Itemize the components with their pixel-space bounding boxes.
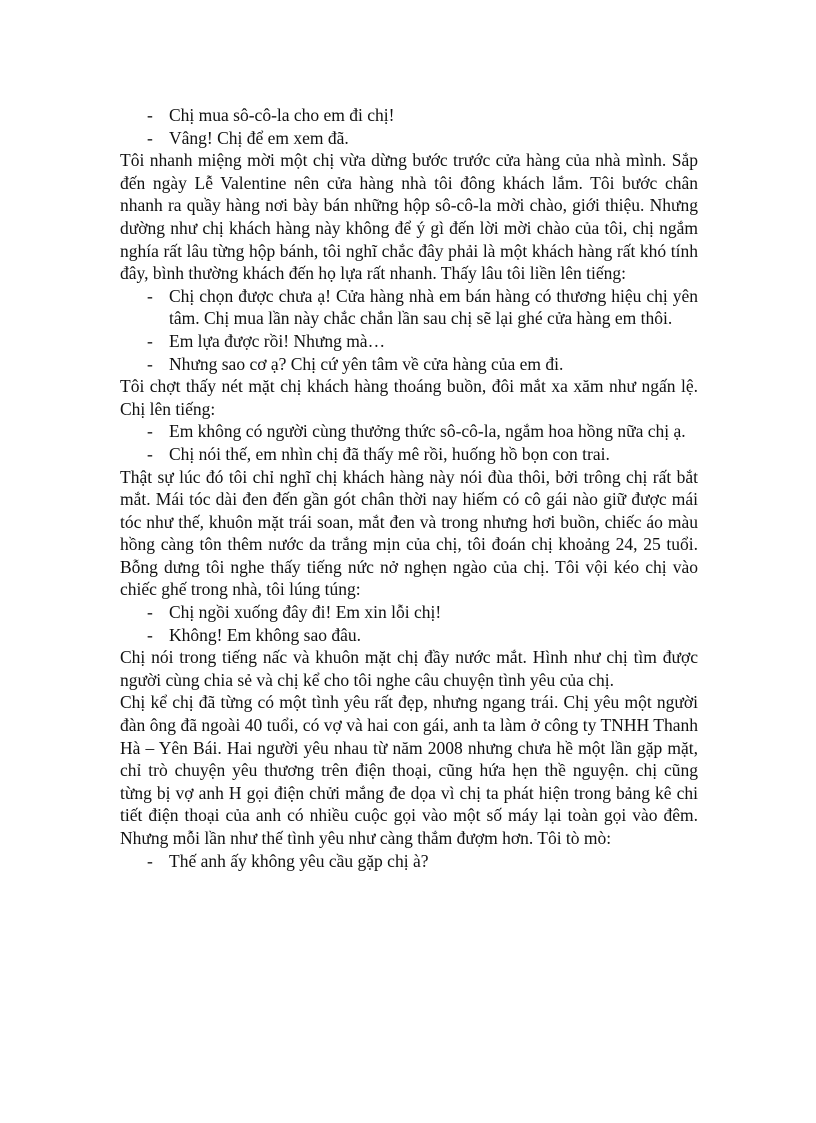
- dash-marker: -: [147, 624, 153, 645]
- narrative-paragraph: Thật sự lúc đó tôi chỉ nghĩ chị khách hàng này nói đùa thôi, bởi trông chị rất bắt mắt. Mái tóc dài đen đến gần gót chân thời nay hiếm có cô gái nào giữ được mái tóc như thế, khuôn mặt trái soan, mắt đen và trong nhưng hơi buồn, chiếc áo màu hồng càng tôn thêm nước da trắng mịn của chị, tôi đoán chị khoảng 24, 25 tuổi. Bỗng dưng tôi nghe thấy tiếng nức nở nghẹn ngào của chị. Tôi vội kéo chị vào chiếc ghế trong nhà, tôi lúng túng:: [120, 466, 698, 600]
- dialogue-line: [120, 330, 698, 353]
- document-page: [120, 104, 698, 872]
- dialogue-line: [120, 420, 698, 443]
- dash-marker: -: [147, 850, 153, 871]
- dash-marker: -: [147, 421, 153, 442]
- dialogue-text: Em không có người cùng thưởng thức sô-cô-la, ngắm hoa hồng nữa chị ạ.: [169, 421, 686, 442]
- dialogue-text: Chị nói thế, em nhìn chị đã thấy mê rồi, huống hồ bọn con trai.: [169, 443, 610, 464]
- dialogue-line: [120, 353, 698, 376]
- narrative-paragraph: Tôi chợt thấy nét mặt chị khách hàng thoáng buồn, đôi mắt xa xăm như ngấn lệ. Chị lên tiếng:: [120, 376, 698, 419]
- dash-marker: -: [147, 127, 153, 148]
- dialogue-text: Nhưng sao cơ ạ? Chị cứ yên tâm về cửa hàng của em đi.: [169, 353, 564, 374]
- dialogue-text: Em lựa được rồi! Nhưng mà…: [169, 330, 386, 351]
- dialogue-line: [120, 601, 698, 624]
- dash-marker: -: [147, 105, 153, 125]
- narrative-paragraph: Tôi nhanh miệng mời một chị vừa dừng bước trước cửa hàng của nhà mình. Sắp đến ngày Lễ Valentine nên cửa hàng nhà tôi đông khách lắm. Tôi bước chân nhanh ra quầy hàng nơi bày bán những hộp sô-cô-la mời chào, giới thiệu. Nhưng dường như chị khách hàng này không để ý gì đến lời mời chào của tôi, chị ngắm nghía rất lâu từng hộp bánh, tôi nghĩ chắc đây phải là một khách hàng rất khó tính đây, bình thường khách đến họ lựa rất nhanh. Thấy lâu tôi liền lên tiếng:: [120, 150, 698, 284]
- narrative-paragraph: Chị kể chị đã từng có một tình yêu rất đẹp, nhưng ngang trái. Chị yêu một người đàn ông đã ngoài 40 tuổi, có vợ và hai con gái, anh ta làm ở công ty TNHH Thanh Hà – Yên Bái. Hai người yêu nhau từ năm 2008 nhưng chưa hề một lần gặp mặt, chỉ trò chuyện yêu thương trên điện thoại, cũng hứa hẹn thề nguyện. chị cũng từng bị vợ anh H gọi điện chửi mắng đe dọa vì chị ta phát hiện trong bảng kê chi tiết điện thoại của anh có nhiều cuộc gọi vào một số máy lại toàn gọi vào đêm. Nhưng mỗi lần như thế tình yêu như càng thắm đượm hơn. Tôi tò mò:: [120, 692, 698, 848]
- dash-marker: -: [147, 353, 153, 374]
- dash-marker: -: [147, 602, 153, 623]
- dialogue-text: Thế anh ấy không yêu cầu gặp chị à?: [169, 850, 429, 871]
- narrative-paragraph: Chị nói trong tiếng nấc và khuôn mặt chị đầy nước mắt. Hình như chị tìm được người cùng chia sẻ và chị kể cho tôi nghe câu chuyện tình yêu của chị.: [120, 647, 698, 690]
- dash-marker: -: [147, 443, 153, 464]
- dialogue-line: [120, 127, 698, 150]
- dialogue-line: [120, 624, 698, 647]
- dialogue-line: [120, 104, 698, 127]
- dialogue-text: Chị ngồi xuống đây đi! Em xin lỗi chị!: [169, 602, 442, 623]
- dialogue-line: [120, 850, 698, 873]
- dialogue-text: Chị chọn được chưa ạ! Cửa hàng nhà em bán hàng có thương hiệu chị yên tâm. Chị mua lần này chắc chắn lần sau chị sẽ lại ghé cửa hàng em thôi.: [169, 285, 698, 329]
- dash-marker: -: [147, 330, 153, 351]
- dialogue-line: [120, 443, 698, 466]
- dialogue-line: [120, 285, 698, 330]
- dialogue-text: Không! Em không sao đâu.: [169, 624, 361, 645]
- dash-marker: -: [147, 285, 153, 306]
- dialogue-text: Vâng! Chị để em xem đã.: [169, 127, 349, 148]
- dialogue-text: Chị mua sô-cô-la cho em đi chị!: [169, 105, 395, 125]
